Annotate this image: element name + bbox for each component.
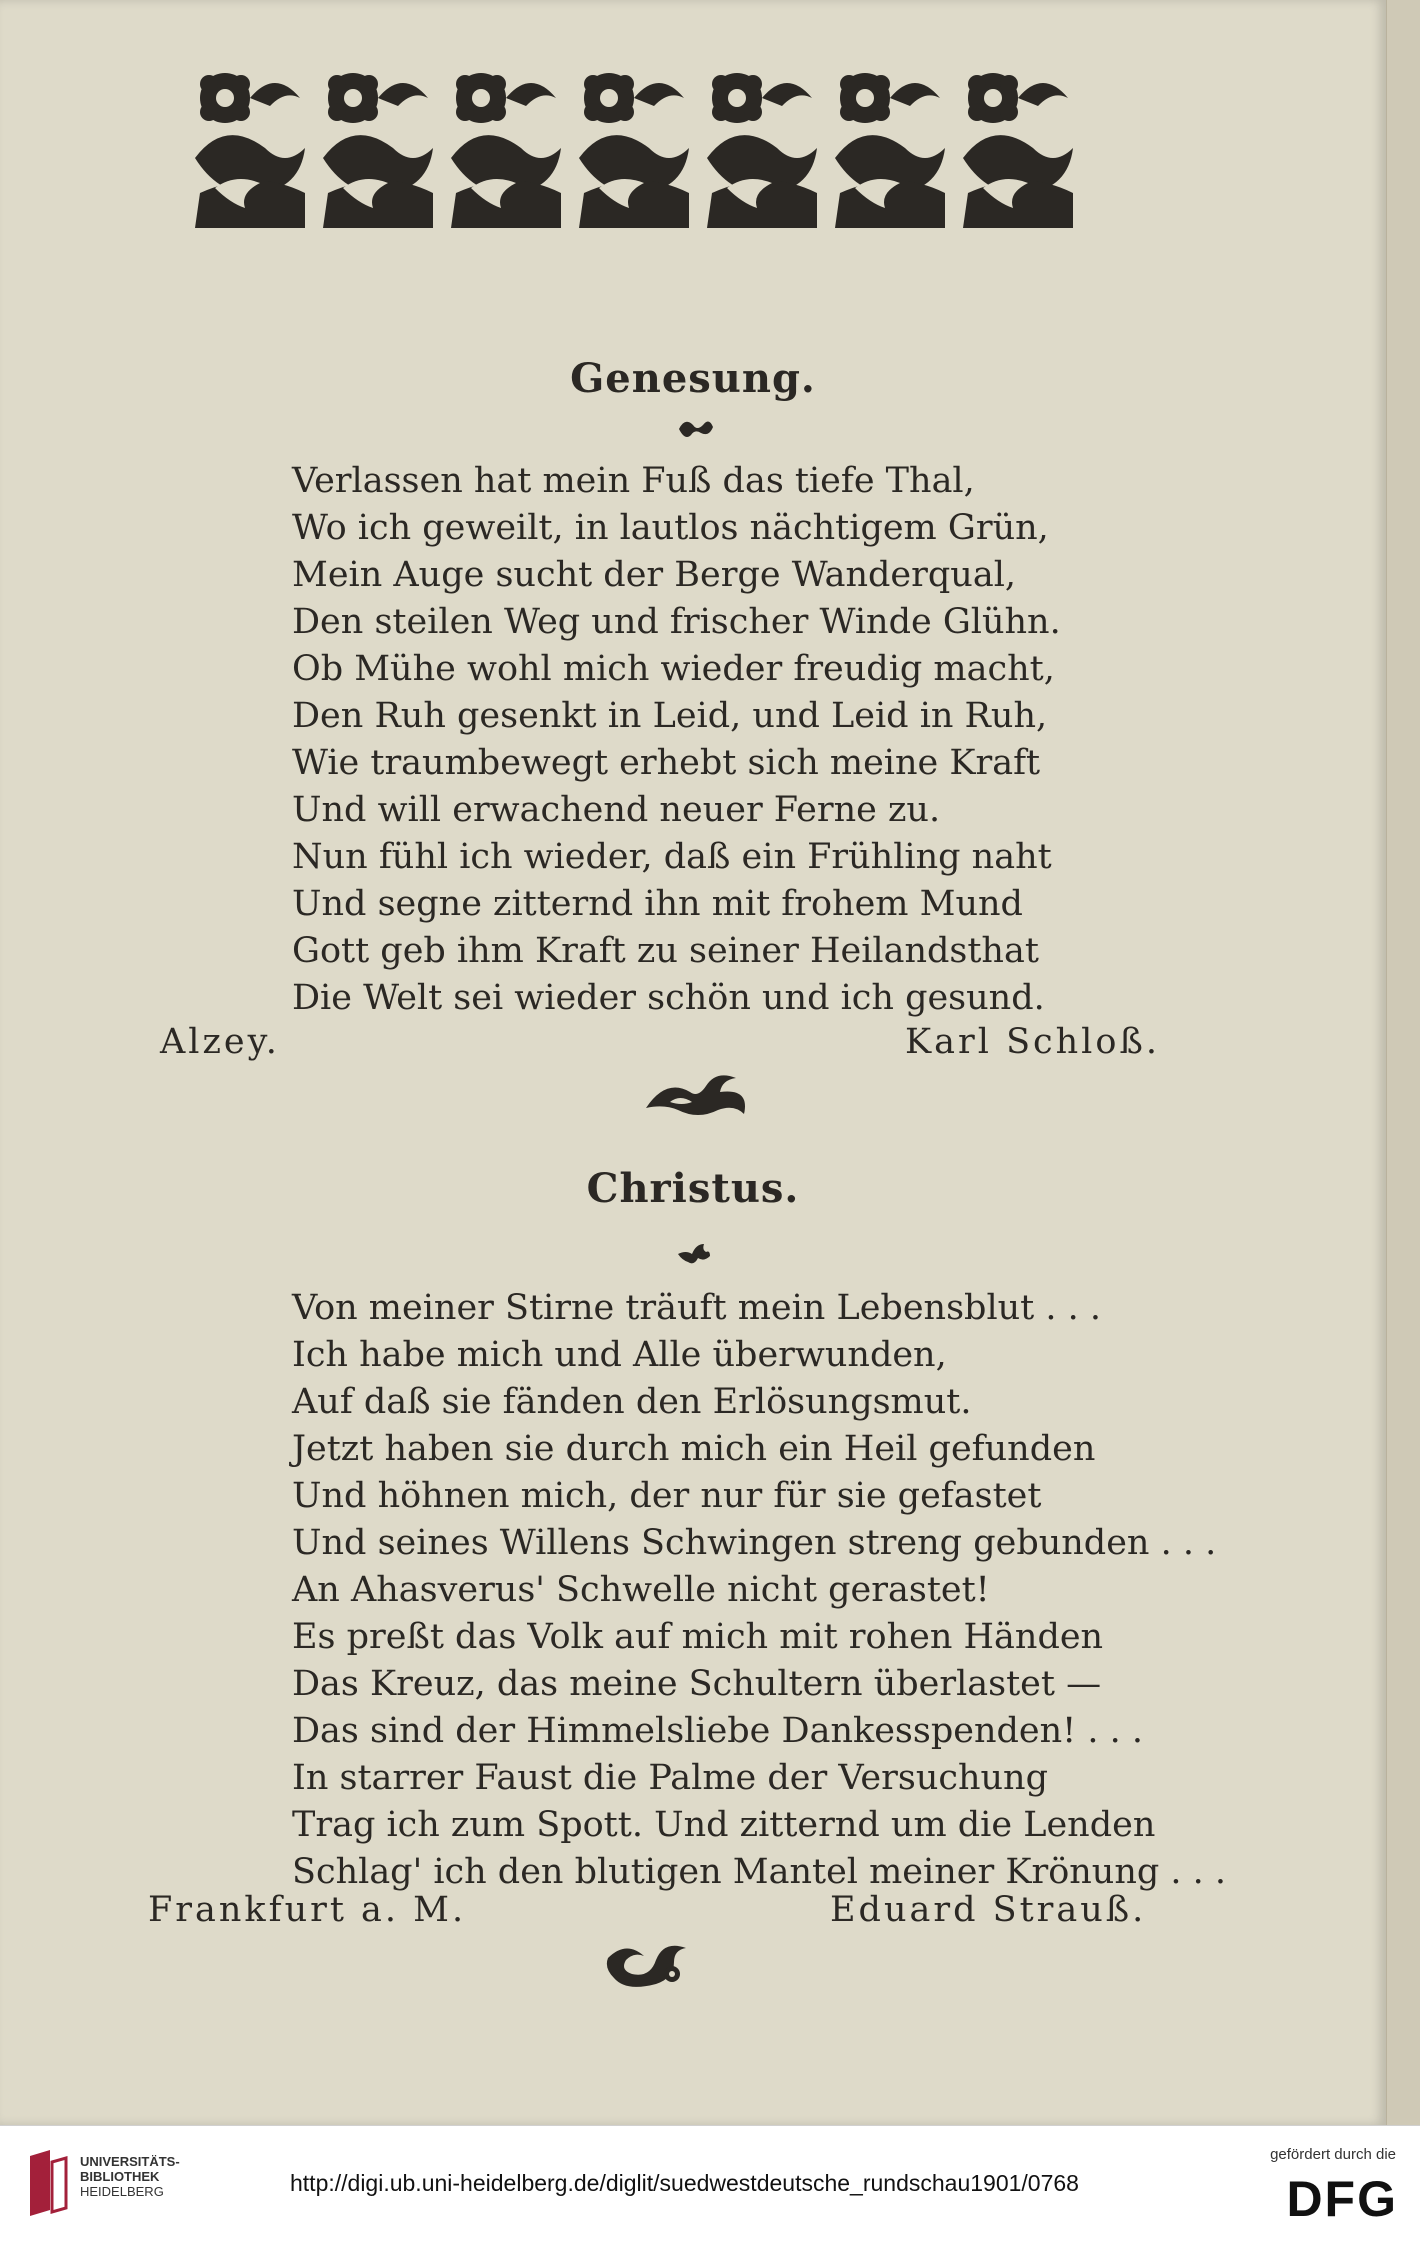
verse-line: Und segne zitternd ihn mit frohem Mund: [292, 884, 1023, 924]
verse-line: Das sind der Himmelsliebe Dankesspenden! . . .: [292, 1711, 1143, 1751]
verse-line: Und seines Willens Schwingen streng gebunden . . .: [292, 1523, 1217, 1563]
verse-line: Mein Auge sucht der Berge Wanderqual,: [292, 555, 1017, 595]
verse-line: Ich habe mich und Alle überwunden,: [292, 1335, 947, 1375]
verse-line: Das Kreuz, das meine Schultern überlastet —: [292, 1664, 1102, 1704]
institution-name: [80, 2154, 180, 2199]
institution-line: UNIVERSITÄTS-: [80, 2154, 180, 2169]
institution-line: BIBLIOTHEK: [80, 2169, 160, 2184]
university-library-logo-icon: [24, 2148, 70, 2220]
swirl-ornament-icon: [675, 415, 715, 439]
verse-line: Den Ruh gesenkt in Leid, und Leid in Ruh,: [292, 696, 1048, 736]
verse-line: An Ahasverus' Schwelle nicht gerastet!: [292, 1570, 990, 1610]
dfg-logo: DFG: [1286, 2171, 1398, 2227]
verse-line: Nun fühl ich wieder, daß ein Frühling naht: [292, 837, 1052, 877]
end-swirl-ornament-icon: [600, 1938, 696, 1994]
floral-ornament-band-icon: [185, 68, 1120, 243]
vine-ornament-icon: [640, 1068, 750, 1120]
verse-line: Schlag' ich den blutigen Mantel meiner Krönung . . .: [292, 1852, 1227, 1892]
poem-christus-verses: [292, 1285, 1227, 1896]
poem-author: Eduard Strauß.: [830, 1890, 1147, 1930]
verse-line: Verlassen hat mein Fuß das tiefe Thal,: [292, 461, 975, 501]
footer-bar: [0, 2125, 1420, 2242]
verse-line: Jetzt haben sie durch mich ein Heil gefunden: [292, 1429, 1096, 1469]
poem-place: Frankfurt a. M.: [148, 1890, 467, 1930]
poem-author: Karl Schloß.: [905, 1022, 1160, 1062]
funding-caption: gefördert durch die: [1270, 2146, 1396, 2163]
verse-line: Auf daß sie fänden den Erlösungsmut.: [292, 1382, 972, 1422]
poem-title-genesung: Genesung.: [570, 355, 816, 402]
verse-line: Wo ich geweilt, in lautlos nächtigem Grün,: [292, 508, 1049, 548]
institution-line: HEIDELBERG: [80, 2184, 164, 2199]
verse-line: Gott geb ihm Kraft zu seiner Heilandsthat: [292, 931, 1039, 971]
poem-genesung-verses: [292, 458, 1192, 1022]
poem-title-christus: Christus.: [586, 1165, 800, 1212]
small-leaf-ornament-icon: [676, 1240, 712, 1264]
page-edge: [1386, 0, 1420, 2125]
verse-line: Und will erwachend neuer Ferne zu.: [292, 790, 941, 830]
verse-line: Trag ich zum Spott. Und zitternd um die Lenden: [292, 1805, 1156, 1845]
verse-line: Von meiner Stirne träuft mein Lebensblut . . .: [292, 1288, 1101, 1328]
poem-place: Alzey.: [160, 1022, 280, 1062]
verse-line: Die Welt sei wieder schön und ich gesund.: [292, 978, 1045, 1018]
permalink-url[interactable]: http://digi.ub.uni-heidelberg.de/diglit/suedwestdeutsche_rundschau1901/0768: [290, 2170, 1079, 2196]
verse-line: Wie traumbewegt erhebt sich meine Kraft: [292, 743, 1041, 783]
verse-line: Ob Mühe wohl mich wieder freudig macht,: [292, 649, 1055, 689]
verse-line: Und höhnen mich, der nur für sie gefastet: [292, 1476, 1042, 1516]
verse-line: In starrer Faust die Palme der Versuchung: [292, 1758, 1049, 1798]
verse-line: Den steilen Weg und frischer Winde Glühn.: [292, 602, 1061, 642]
verse-line: Es preßt das Volk auf mich mit rohen Händen: [292, 1617, 1104, 1657]
